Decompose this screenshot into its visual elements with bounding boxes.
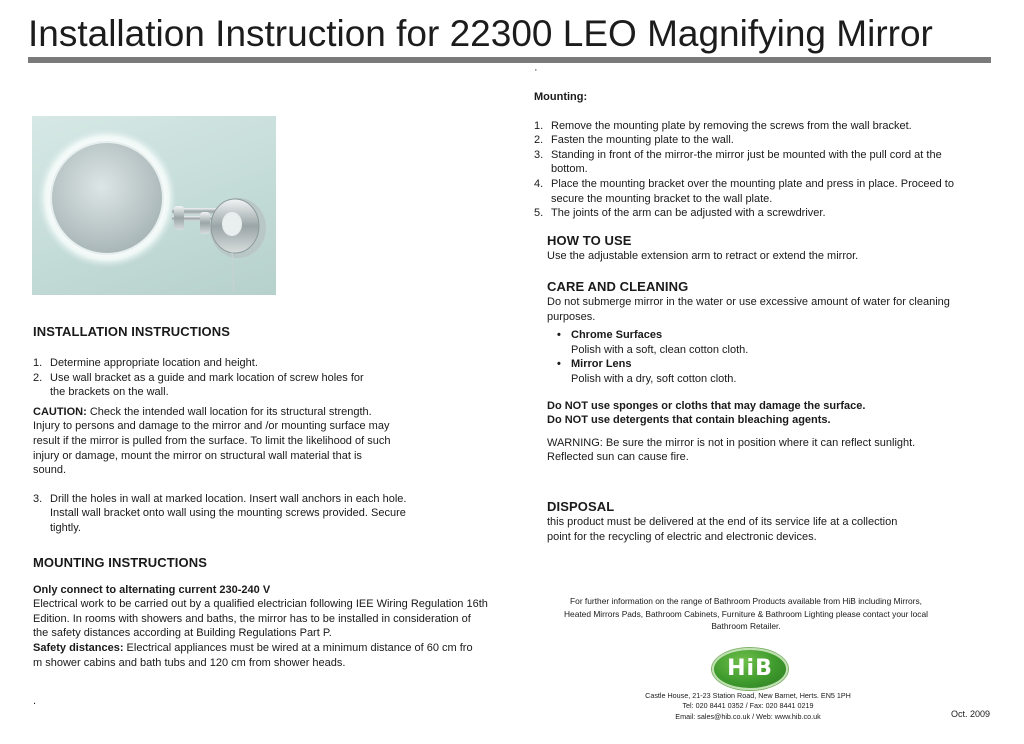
mounting-section [534,90,984,221]
hib-logo: HiB [712,648,788,690]
company-address: Castle House, 21-23 Station Road, New Barnet, Herts. EN5 1PH Tel: 020 8441 0352 / Fax: 020 8441 0219 Email: sales@hib.co.uk / Web: www.hib.co.uk [645,691,851,721]
installation-steps [33,356,493,400]
list-item: 1. Determine appropriate location and height. [33,357,258,369]
disposal-text: this product must be delivered at the end of its service life at a collection point for the recycling of electric and electronic devices. [547,516,898,543]
stray-dot-bottom: . [33,695,37,707]
mounting-heading: Mounting: [534,91,588,103]
care-items [547,328,977,386]
disposal-section [547,499,977,544]
care-section [547,279,977,465]
list-item: 2. Fasten the mounting plate to the wall. [534,134,734,147]
list-item: 3. Drill the holes in wall at marked location. Insert wall anchors in each hole. Install wall bracket onto wall using the mounting screws provided. Secure tightly. [33,492,407,534]
list-item: • Chrome Surfaces Polish with a soft, clean cotton cloth. [557,329,749,356]
electrical-text: Electrical work to be carried out by a qualified electrician following IEE Wiring Regulation 16th Edition. In rooms with showers and baths, the mirror has to be installed in consideration of the safety distances according at Building Regulations Part P. [33,598,488,640]
stray-dot-top: · [534,64,538,76]
mounting-steps [534,119,984,221]
caution-paragraph: CAUTION: Check the intended wall location for its structural strength. Injury to persons and damage to the mirror and /or mounting surface may result if the mirror is pulled from the surface. To limit the likelihood of such injury or damage, mount the mirror on structural wall material that is sound. [33,405,391,477]
document-date: Oct. 2009 [951,709,991,719]
installation-heading: INSTALLATION INSTRUCTIONS [33,324,231,339]
warning-detergents: Do NOT use detergents that contain bleaching agents. [547,414,831,427]
disposal-heading: DISPOSAL [547,499,615,514]
how-to-use-heading: HOW TO USE [547,233,632,248]
mounting-instructions-heading: MOUNTING INSTRUCTIONS [33,554,207,570]
warning-sunlight: WARNING: Be sure the mirror is not in position where it can reflect sunlight. Reflected sun can cause fire. [547,436,916,464]
left-column [33,324,493,670]
voltage-note: Only connect to alternating current 230-240 V [33,583,271,596]
list-item: 5. The joints of the arm can be adjusted with a screwdriver. [534,207,826,220]
list-item: 4. Place the mounting bracket over the mounting plate and press in place. Proceed to secure the mounting bracket to the wall plate. [534,177,954,205]
list-item: 2. Use wall bracket as a guide and mark location of screw holes for the brackets on the wall. [33,371,364,399]
product-photo [32,116,276,295]
care-text: Do not submerge mirror in the water or use excessive amount of water for cleaning purposes. [547,296,950,323]
how-to-use-text: Use the adjustable extension arm to retract or extend the mirror. [547,250,859,262]
footer-info: For further information on the range of Bathroom Products available from HiB including Mirrors, Heated Mirrors Pads, Bathroom Cabinets, Furniture & Bathroom Lighting please contact your local Bathroom Retailer. [563,596,929,632]
list-item: 1. Remove the mounting plate by removing the screws from the wall bracket. [534,119,912,132]
list-item: 3. Standing in front of the mirror-the mirror just be mounted with the pull cord at the bottom. [534,148,942,176]
mirror-illustration [32,116,276,295]
how-to-use-section [547,233,977,264]
safety-paragraph: Safety distances: Electrical appliances must be wired at a minimum distance of 60 cm fro m shower cabins and bath tubs and 120 cm from shower heads. [33,641,473,669]
title-rule [28,57,991,63]
installation-step-3 [33,492,493,536]
page-title: Installation Instruction for 22300 LEO Magnifying Mirror [28,13,933,54]
warning-sponges: Do NOT use sponges or cloths that may damage the surface. [547,399,866,412]
care-heading: CARE AND CLEANING [547,279,689,294]
list-item: • Mirror Lens Polish with a dry, soft cotton cloth. [557,358,737,385]
